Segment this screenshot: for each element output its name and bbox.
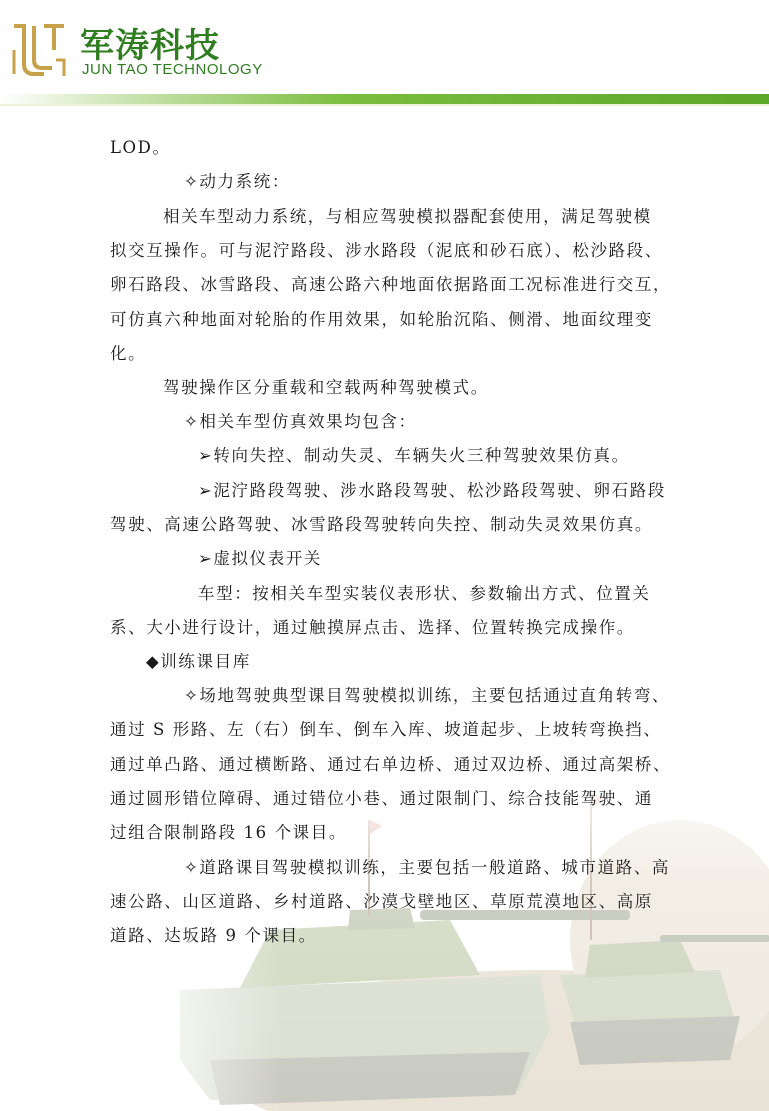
section-heading-power-system: ✧动力系统：: [184, 172, 290, 191]
bullet-item: ➢虚拟仪表开关: [198, 549, 323, 568]
text-line: ✧场地驾驶典型课目驾驶模拟训练，主要包括通过直角转弯、: [184, 686, 671, 705]
text-line: 道路、达坂路 9 个课目。: [110, 926, 317, 945]
text-line: 车型：按相关车型实装仪表形状、参数输出方式、位置关: [198, 584, 651, 603]
text-line: 速公路、山区道路、乡村道路、沙漠戈壁地区、草原荒漠地区、高原: [110, 892, 653, 911]
text-line: 驾驶、高速公路驾驶、冰雪路段驾驶转向失控、制动失灵效果仿真。: [110, 515, 653, 534]
bullet-item: ➢泥泞路段驾驶、涉水路段驾驶、松沙路段驾驶、卵石路段: [198, 481, 666, 500]
section-heading-simulation-effects: ✧相关车型仿真效果均包含：: [184, 412, 417, 431]
text-line: 相关车型动力系统，与相应驾驶模拟器配套使用，满足驾驶模: [163, 207, 652, 226]
text-line: 可仿真六种地面对轮胎的作用效果，如轮胎沉陷、侧滑、地面纹理变: [110, 310, 653, 329]
company-name-en: JUN TAO TECHNOLOGY: [82, 61, 263, 78]
text-line: 系、大小进行设计，通过触摸屏点击、选择、位置转换完成操作。: [110, 618, 635, 637]
text-line: 卵石路段、冰雪路段、高速公路六种地面依据路面工况标准进行交互，: [110, 275, 672, 294]
bullet-item: ➢转向失控、制动失灵、车辆失火三种驾驶效果仿真。: [198, 446, 630, 465]
text-line: 通过圆形错位障碍、通过错位小巷、通过限制门、综合技能驾驶、通: [110, 789, 653, 808]
text-line: ✧道路课目驾驶模拟训练，主要包括一般道路、城市道路、高: [184, 858, 671, 877]
text-line: 通过单凸路、通过横断路、通过右单边桥、通过双边桥、通过高架桥、: [110, 755, 672, 774]
text-line: 过组合限制路段 16 个课目。: [110, 823, 347, 842]
text-line: 通过 S 形路、左（右）倒车、倒车入库、坡道起步、上坡转弯换挡、: [110, 720, 662, 739]
text-line: 驾驶操作区分重载和空载两种驾驶模式。: [163, 378, 489, 397]
text-line: 化。: [110, 344, 147, 363]
section-heading-training-library: ◆训练课目库: [146, 652, 251, 671]
company-name-cn: 军涛科技: [80, 26, 220, 66]
text-line: LOD。: [110, 138, 171, 157]
text-line: 拟交互操作。可与泥泞路段、涉水路段（泥底和砂石底）、松沙路段、: [110, 241, 663, 260]
